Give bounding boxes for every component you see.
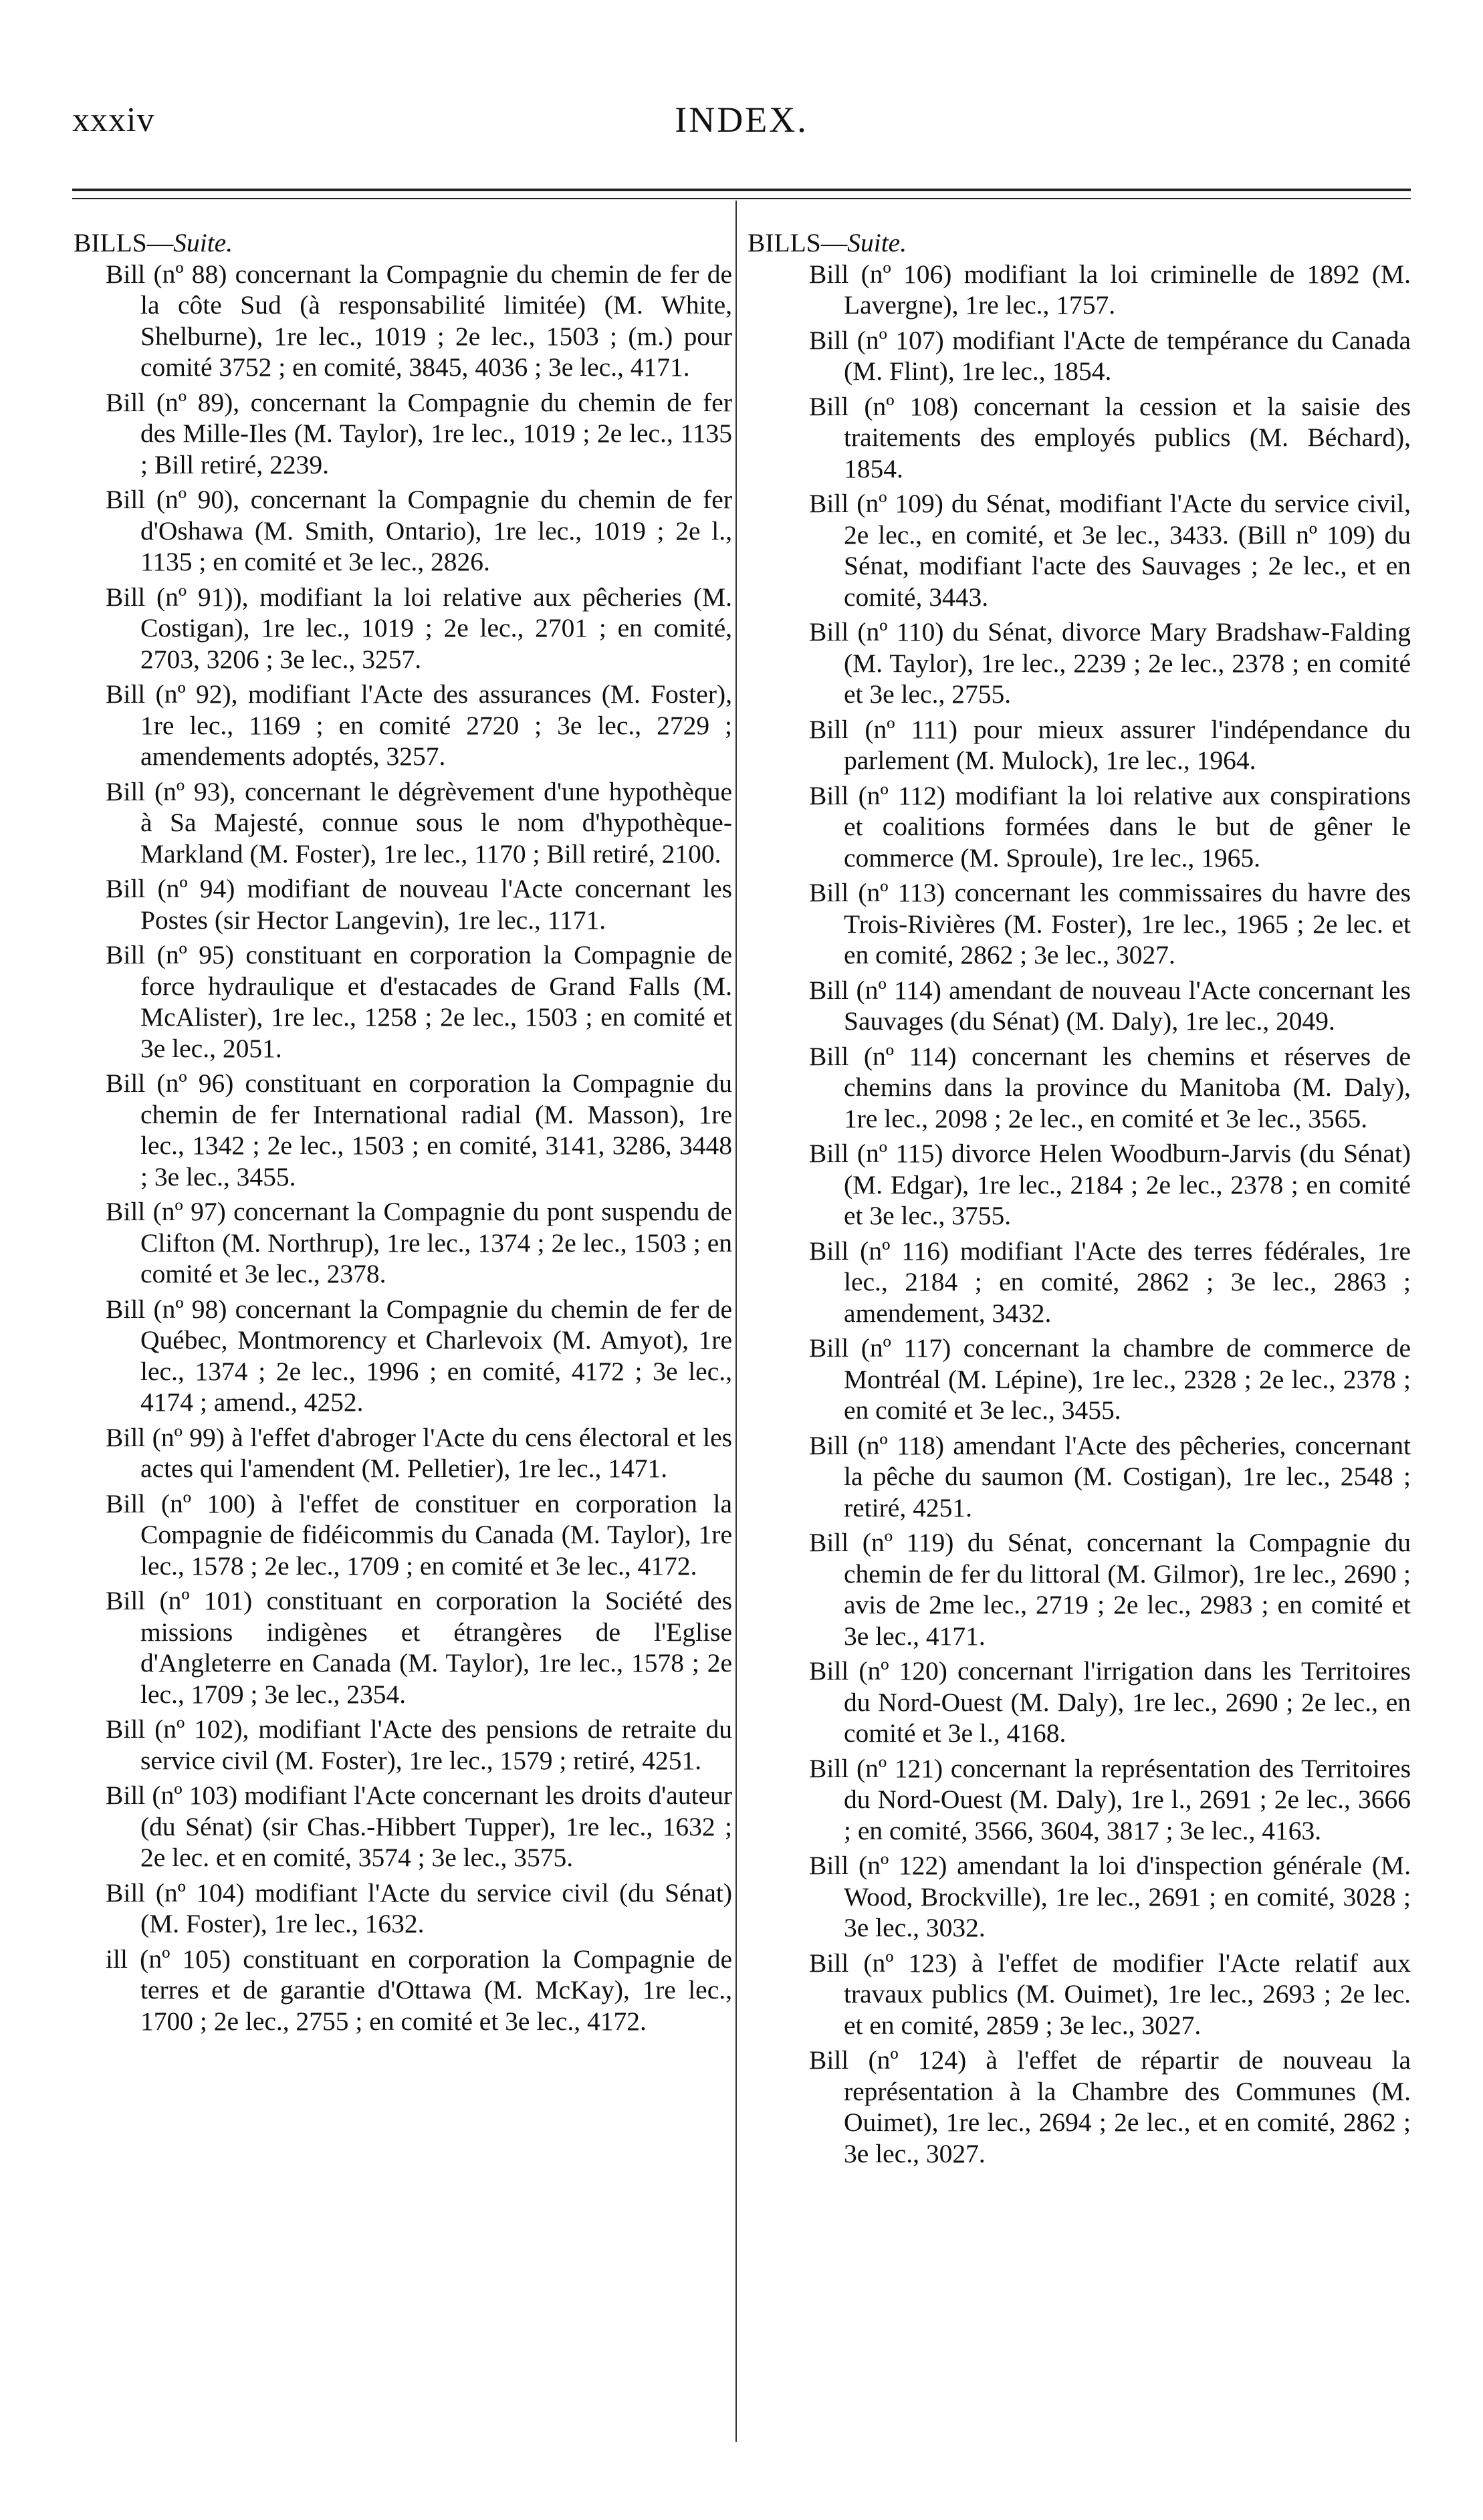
index-entry: Bill (nº 97) concernant la Compagnie du pont suspendu de Clifton (M. Northrup), 1re lec., 1374 ; 2e lec., 1503 ; en comité et 3e lec., 2378. bbox=[106, 1197, 732, 1288]
index-entry: ill (nº 105) constituant en corporation la Compagnie de terres et de garantie d'Ottawa (M. McKay), 1re lec., 1700 ; 2e lec., 2755 ; en comité et 3e lec., 4172. bbox=[106, 1944, 732, 2036]
index-entry: Bill (nº 118) amendant l'Acte des pêcheries, concernant la pêche du saumon (M. Costigan), 1re lec., 2548 ; retiré, 4251. bbox=[809, 1430, 1411, 1522]
index-entry: Bill (nº 122) amendant la loi d'inspection générale (M. Wood, Brockville), 1re lec., 2691 ; en comité, 3028 ; 3e lec., 3032. bbox=[809, 1851, 1411, 1942]
left-column bbox=[74, 227, 732, 2041]
index-entry: Bill (nº 103) modifiant l'Acte concernant les droits d'auteur (du Sénat) (sir Chas.-Hibbert Tupper), 1re lec., 1632 ; 2e lec. et en comité, 3574 ; 3e lec., 3575. bbox=[106, 1781, 732, 1872]
index-entry: Bill (nº 96) constituant en corporation la Compagnie du chemin de fer International radial (M. Masson), 1re lec., 1342 ; 2e lec., 1503 ; en comité, 3141, 3286, 3448 ; 3e lec., 3455. bbox=[106, 1068, 732, 1191]
index-entry: Bill (nº 106) modifiant la loi criminelle de 1892 (M. Lavergne), 1re lec., 1757. bbox=[809, 259, 1411, 320]
header-rule bbox=[72, 189, 1411, 191]
index-entry: Bill (nº 100) à l'effet de constituer en corporation la Compagnie de fidéicommis du Canada (M. Taylor), 1re lec., 1578 ; 2e lec., 1709 ; en comité et 3e lec., 4172. bbox=[106, 1488, 732, 1581]
index-entries bbox=[748, 259, 1411, 2170]
index-entry: Bill (nº 115) divorce Helen Woodburn-Jarvis (du Sénat) (M. Edgar), 1re lec., 2184 ; 2e lec., 2378 ; en comité et 3e lec., 3755. bbox=[809, 1139, 1411, 1230]
index-entry: Bill (nº 102), modifiant l'Acte des pensions de retraite du service civil (M. Foster), 1re lec., 1579 ; retiré, 4251. bbox=[106, 1714, 732, 1775]
index-entry: Bill (nº 101) constituant en corporation la Société des missions indigènes et étrangères de l'Eglise d'Angleterre en Canada (M. Taylor), 1re lec., 1578 ; 2e lec., 1709 ; 3e lec., 2354. bbox=[106, 1586, 732, 1709]
page-title: INDEX. bbox=[675, 100, 808, 140]
index-entry: Bill (nº 90), concernant la Compagnie du chemin de fer d'Oshawa (M. Smith, Ontario), 1re lec., 1019 ; 2e l., 1135 ; en comité et 3e lec., 2826. bbox=[106, 485, 732, 576]
index-entry: Bill (nº 95) constituant en corporation la Compagnie de force hydraulique et d'estacades de Grand Falls (M. McAlister), 1re lec., 1258 ; 2e lec., 1503 ; en comité et 3e lec., 2051. bbox=[106, 940, 732, 1063]
heading-suite: Suite. bbox=[173, 228, 233, 257]
index-entry: Bill (nº 124) à l'effet de répartir de nouveau la représentation à la Chambre des Communes (M. Ouimet), 1re lec., 2694 ; 2e lec., et en comité, 2862 ; 3e lec., 3027. bbox=[809, 2045, 1411, 2168]
header-rule-thin bbox=[72, 198, 1411, 199]
index-entry: Bill (nº 121) concernant la représentation des Territoires du Nord-Ouest (M. Daly), 1re l., 2691 ; 2e lec., 3666 ; en comité, 3566, 3604, 3817 ; 3e lec., 4163. bbox=[809, 1753, 1411, 1845]
column-divider bbox=[735, 201, 737, 2442]
index-entry: Bill (nº 123) à l'effet de modifier l'Acte relatif aux travaux publics (M. Ouimet), 1re lec., 2693 ; 2e lec. et en comité, 2859 ; 3e lec., 3027. bbox=[809, 1948, 1411, 2040]
index-entry: Bill (nº 108) concernant la cession et la saisie des traitements des employés publics (M. Béchard), 1854. bbox=[809, 391, 1411, 483]
index-entry: Bill (nº 93), concernant le dégrèvement d'une hypothèque à Sa Majesté, connue sous le nom d'hypothèque-Markland (M. Foster), 1re lec., 1170 ; Bill retiré, 2100. bbox=[106, 776, 732, 869]
page-number: xxxiv bbox=[72, 101, 155, 139]
heading-label: BILLS— bbox=[748, 228, 848, 257]
index-entry: Bill (nº 104) modifiant l'Acte du service civil (du Sénat) (M. Foster), 1re lec., 1632. bbox=[106, 1877, 732, 1938]
section-heading bbox=[748, 227, 1411, 259]
index-entry: Bill (nº 114) amendant de nouveau l'Acte concernant les Sauvages (du Sénat) (M. Daly), 1re lec., 2049. bbox=[809, 975, 1411, 1036]
index-entry: Bill (nº 117) concernant la chambre de commerce de Montréal (M. Lépine), 1re lec., 2328 ; 2e lec., 2378 ; en comité et 3e lec., 3455. bbox=[809, 1333, 1411, 1425]
index-entry: Bill (nº 109) du Sénat, modifiant l'Acte du service civil, 2e lec., en comité, et 3e lec., 3433. (Bill nº 109) du Sénat, modifiant l'acte des Sauvages ; 2e lec., et en comité, 3443. bbox=[809, 489, 1411, 612]
index-entry: Bill (nº 98) concernant la Compagnie du chemin de fer de Québec, Montmorency et Charlevoix (M. Amyot), 1re lec., 1374 ; 2e lec., 1996 ; en comité, 4172 ; 3e lec., 4174 ; amend., 4252. bbox=[106, 1294, 732, 1417]
index-entry: Bill (nº 119) du Sénat, concernant la Compagnie du chemin de fer du littoral (M. Gilmor), 1re lec., 2690 ; avis de 2me lec., 2719 ; 2e lec., 2983 ; en comité et 3e lec., 4171. bbox=[809, 1528, 1411, 1651]
section-heading bbox=[74, 227, 732, 259]
index-entry: Bill (nº 89), concernant la Compagnie du chemin de fer des Mille-Iles (M. Taylor), 1re lec., 1019 ; 2e lec., 1135 ; Bill retiré, 2239. bbox=[106, 387, 732, 479]
heading-label: BILLS— bbox=[74, 228, 174, 257]
index-entry: Bill (nº 113) concernant les commissaires du havre des Trois-Rivières (M. Foster), 1re lec., 1965 ; 2e lec. et en comité, 2862 ; 3e lec., 3027. bbox=[809, 878, 1411, 969]
index-entry: Bill (nº 111) pour mieux assurer l'indépendance du parlement (M. Mulock), 1re lec., 1964. bbox=[809, 714, 1411, 775]
index-entry: Bill (nº 112) modifiant la loi relative aux conspirations et coalitions formées dans le but de gêner le commerce (M. Sproule), 1re lec., 1965. bbox=[809, 780, 1411, 873]
heading-suite: Suite. bbox=[847, 228, 907, 257]
index-entry: Bill (nº 114) concernant les chemins et réserves de chemins dans la province du Manitoba (M. Daly), 1re lec., 2098 ; 2e lec., en comité et 3e lec., 3565. bbox=[809, 1041, 1411, 1133]
index-entry: Bill (nº 91)), modifiant la loi relative aux pêcheries (M. Costigan), 1re lec., 1019 ; 2e lec., 2701 ; en comité, 2703, 3206 ; 3e lec., 3257. bbox=[106, 582, 732, 674]
index-entry: Bill (nº 99) à l'effet d'abroger l'Acte du cens électoral et les actes qui l'amendent (M. Pelletier), 1re lec., 1471. bbox=[106, 1422, 732, 1483]
index-entry: Bill (nº 116) modifiant l'Acte des terres fédérales, 1re lec., 2184 ; en comité, 2862 ; 3e lec., 2863 ; amendement, 3432. bbox=[809, 1236, 1411, 1328]
index-entry: Bill (nº 94) modifiant de nouveau l'Acte concernant les Postes (sir Hector Langevin), 1re lec., 1171. bbox=[106, 874, 732, 935]
right-column bbox=[748, 227, 1411, 2173]
index-entry: Bill (nº 120) concernant l'irrigation dans les Territoires du Nord-Ouest (M. Daly), 1re lec., 2690 ; 2e lec., en comité et 3e l., 4168. bbox=[809, 1656, 1411, 1748]
index-entry: Bill (nº 110) du Sénat, divorce Mary Bradshaw-Falding (M. Taylor), 1re lec., 2239 ; 2e lec., 2378 ; en comité et 3e lec., 2755. bbox=[809, 617, 1411, 709]
index-entry: Bill (nº 88) concernant la Compagnie du chemin de fer de la côte Sud (à responsabilité limitée) (M. White, Shelburne), 1re lec., 1019 ; 2e lec., 1503 ; (m.) pour comité 3752 ; en comité, 3845, 4036 ; 3e lec., 4171. bbox=[106, 259, 732, 382]
index-entry: Bill (nº 92), modifiant l'Acte des assurances (M. Foster), 1re lec., 1169 ; en comité 2720 ; 3e lec., 2729 ; amendements adoptés, 3257. bbox=[106, 679, 732, 771]
index-entry: Bill (nº 107) modifiant l'Acte de tempérance du Canada (M. Flint), 1re lec., 1854. bbox=[809, 325, 1411, 386]
index-entries bbox=[74, 259, 732, 2037]
